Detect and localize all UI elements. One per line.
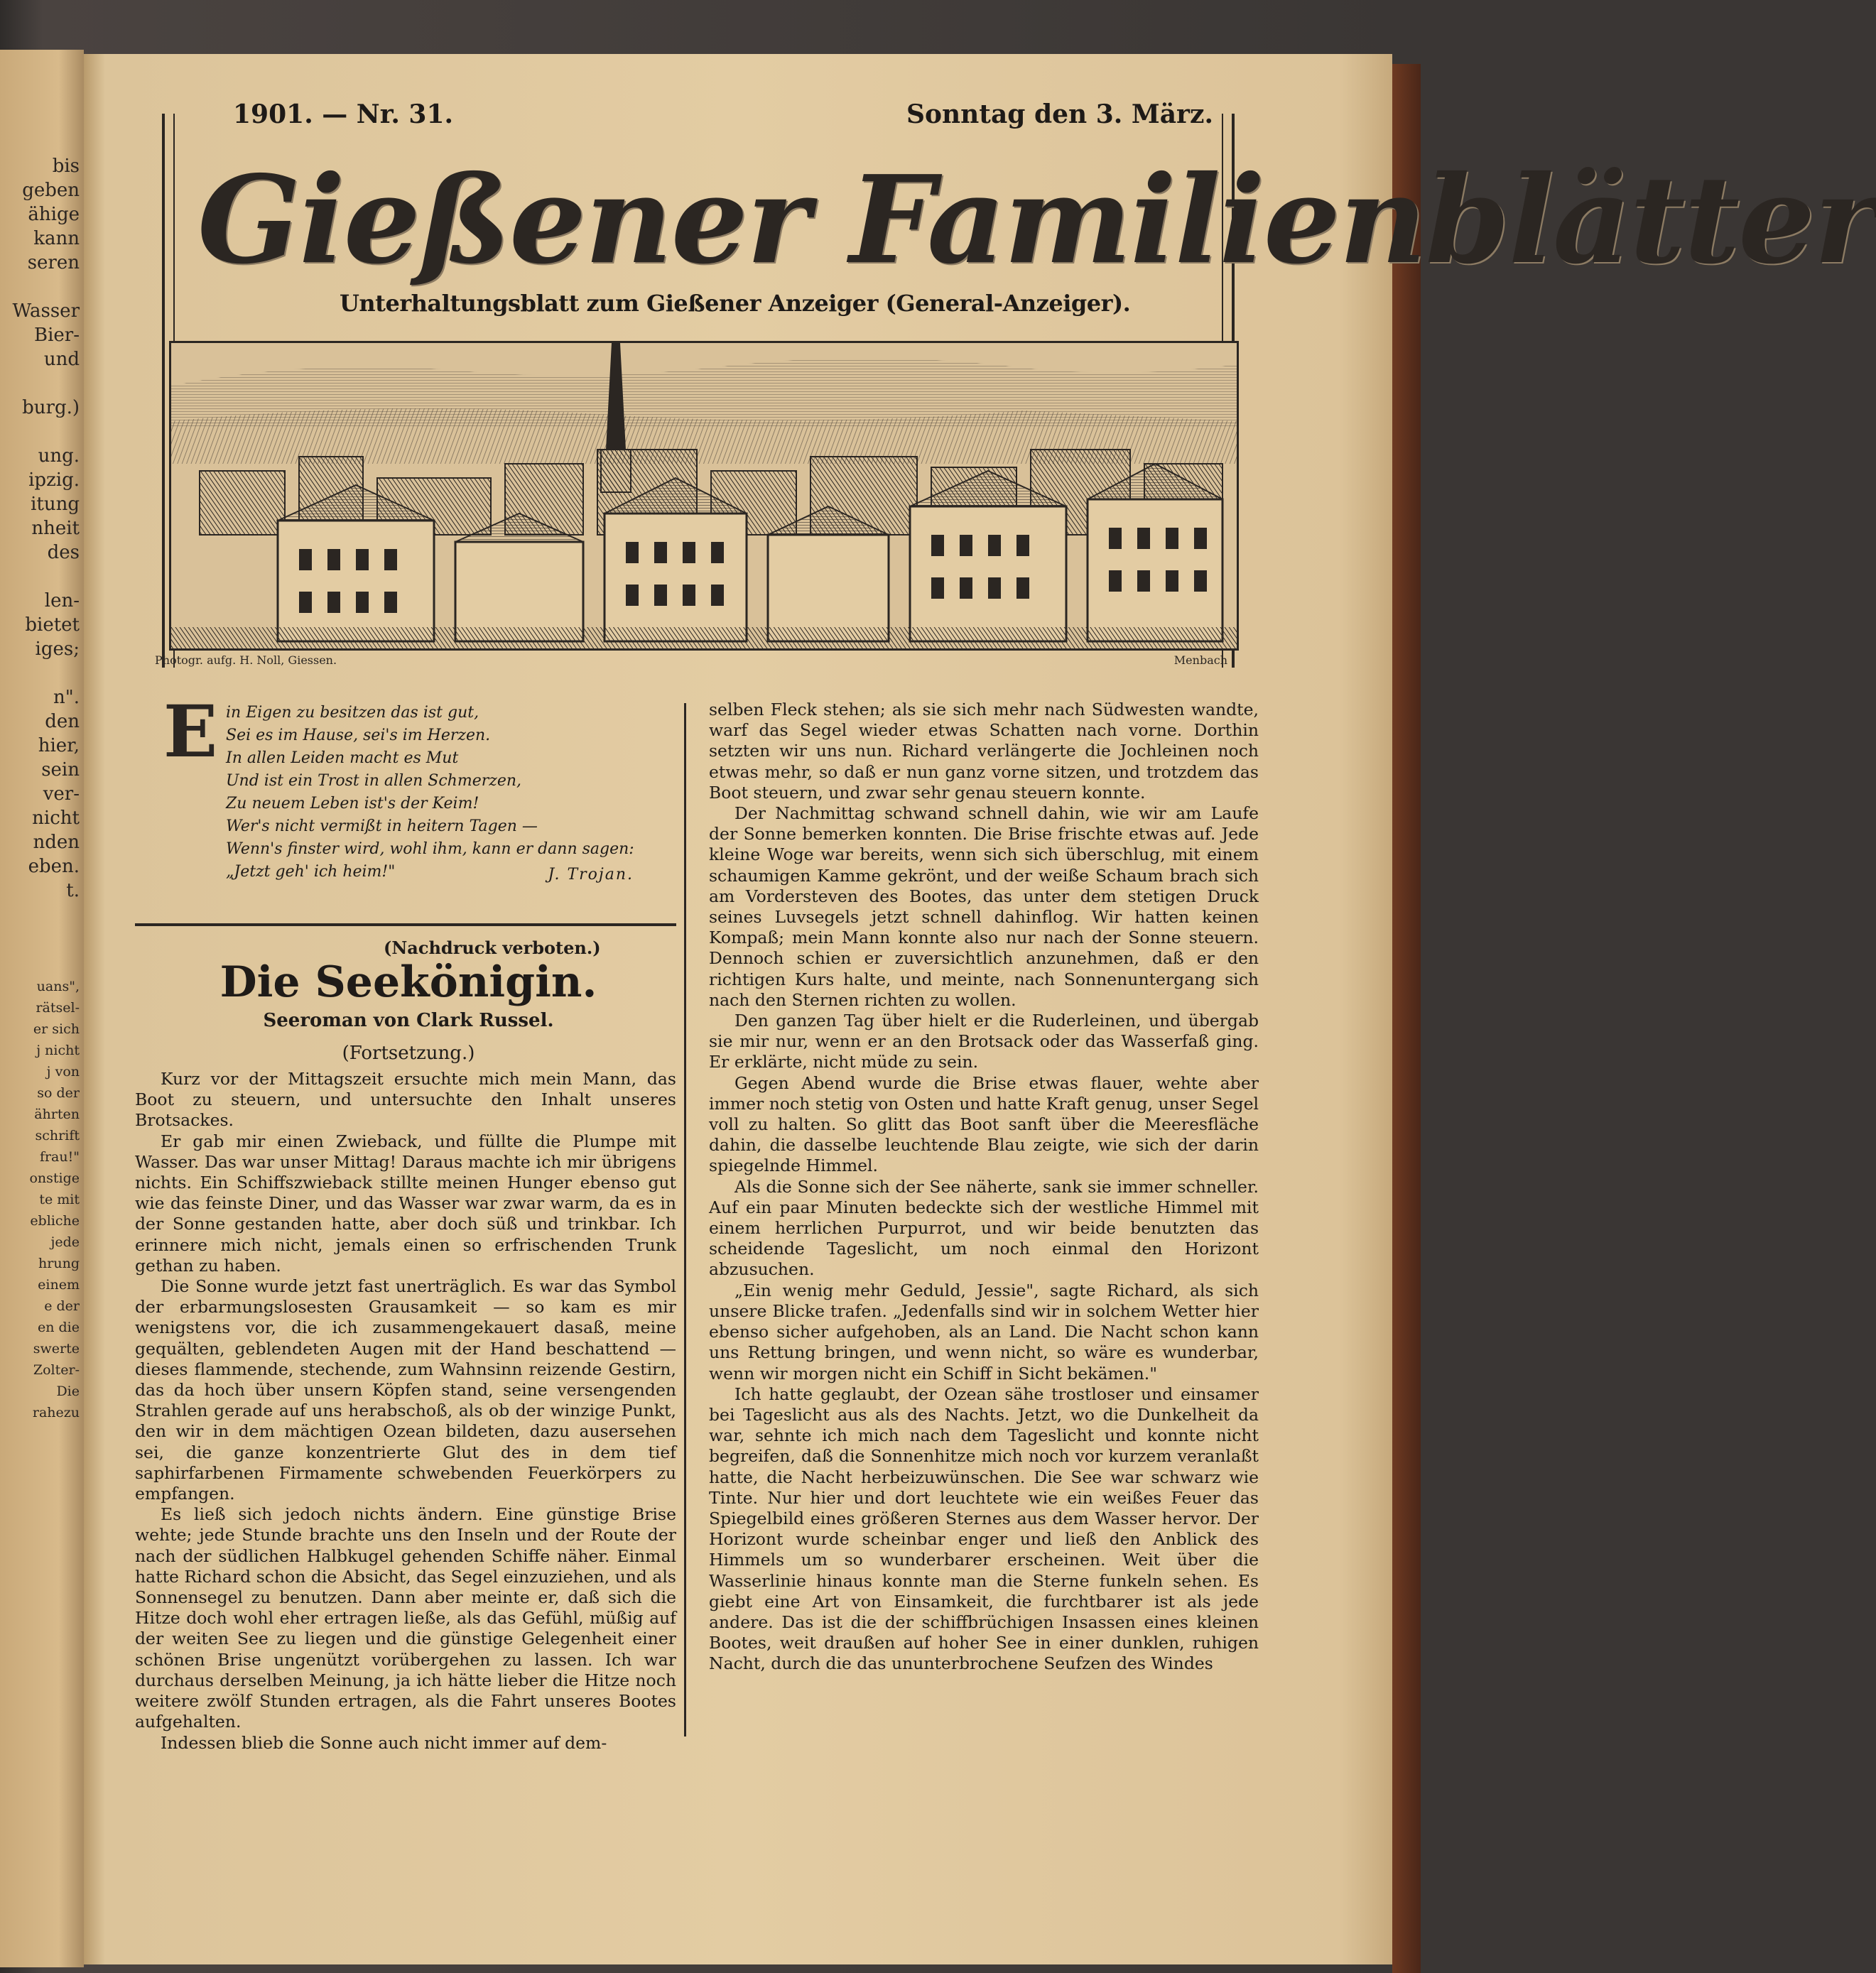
- left-page-fragment: Die: [56, 1384, 80, 1399]
- article-column-1: [135, 1069, 676, 1754]
- continuation-note: (Fortsetzung.): [342, 1043, 475, 1064]
- left-page-fragment: j von: [46, 1064, 80, 1080]
- left-page-fragment: rahezu: [32, 1405, 80, 1420]
- masthead: [148, 99, 1876, 667]
- left-page-fragment: nden: [33, 832, 80, 853]
- left-page-fragment: Bier-: [33, 325, 80, 346]
- article-paragraph: Die Sonne wurde jetzt fast unerträglich. Es war das Symbol der erbarmungslosesten Grausamkeit — so kam es mir wenigstens vor, die ich zusammengekauert dasaß, meine gequälten, geblendeten Augen mit der Hand beschattend — dieses flammende, stechende, zum Wahnsinn reizende Gestirn, das da hoch über unsern Köpfen stand, seine versengenden Strahlen gerade auf uns herabschoß, als ob der winzige Punkt, den wir in dem mächtigen Ozean bildeten, dazu ausersehen sei, die ganze konzentrierte Glut des in dem tief saphirfarbenen Firmamente schwebenden Feuerkörpers zu empfangen.: [135, 1276, 676, 1504]
- left-page-fragment: len-: [44, 590, 80, 612]
- poem: [163, 690, 646, 884]
- article-paragraph: Der Nachmittag schwand schnell dahin, wie wir am Laufe der Sonne bemerken konnten. Die Brise frischte etwas auf. Jede kleine Woge war bereits, wenn sich sich überschlug, mit einem schaumigen Kamme gekrönt, und der weiße Schaum brach sich am Vordersteven des Bootes, das unter dem stetigen Druck seines Luvsegels jetzt schnell dahinflog. Wir hatten keinen Kompaß; mein Mann konnte also nur nach der Sonne steuern. Dennoch schien er zuversichtlich anzunehmen, daß er den richtigen Kurs halte, und meinte, nach Sonnenuntergang sich nach den Sternen richten zu wollen.: [709, 803, 1259, 1010]
- issue-date: Sonntag den 3. März.: [906, 99, 1213, 129]
- article-paragraph: Indessen blieb die Sonne auch nicht immer auf dem-: [161, 1732, 607, 1753]
- poem-line: Zu neuem Leben ist's der Keim!: [226, 795, 479, 812]
- issue-number: 1901. — Nr. 31.: [233, 99, 454, 129]
- poem-line: In allen Leiden macht es Mut: [226, 749, 459, 767]
- left-page-fragment: nicht: [32, 808, 80, 829]
- article-paragraph: Kurz vor der Mittagszeit ersuchte mich mein Mann, das Boot zu steuern, und untersuchte den Inhalt unseres Brotsackes.: [135, 1069, 676, 1131]
- left-page-fragment: den: [45, 711, 80, 732]
- left-page-fragment: nheit: [31, 518, 80, 539]
- left-page-fragment: so der: [37, 1085, 80, 1101]
- poem-line: Wenn's finster wird, wohl ihm, kann er dann sagen:: [226, 840, 634, 858]
- newspaper-subtitle: Unterhaltungsblatt zum Gießener Anzeiger (General-Anzeiger).: [340, 290, 1131, 317]
- article-column-2: [709, 700, 1259, 1675]
- poem-line: „Jetzt geh' ich heim!": [226, 863, 396, 881]
- left-page-fragment: rätsel-: [36, 1000, 80, 1016]
- column-divider: [684, 703, 686, 1736]
- left-page-fragment: Wasser: [12, 300, 80, 322]
- left-page-fragment: e der: [44, 1298, 80, 1314]
- article-paragraph: Als die Sonne sich der See näherte, sank sie immer schneller. Auf ein paar Minuten bedeckte sich der westliche Himmel mit einem herrlichen Purpurrot, und wir beide benutzten das scheidende Tageslicht, um noch einmal den Horizont abzusuchen.: [709, 1176, 1259, 1280]
- left-page-fragment: uans",: [36, 979, 80, 994]
- left-page-fragment: ebliche: [30, 1213, 80, 1229]
- poem-line: Sei es im Hause, sei's im Herzen.: [226, 727, 491, 744]
- article-title: Die Seekönigin.: [219, 957, 597, 1007]
- left-page-fragment: te mit: [39, 1192, 80, 1207]
- left-page-fragment: er sich: [33, 1021, 80, 1037]
- left-page-fragment: ipzig.: [28, 469, 80, 491]
- left-page-fragment: bis: [52, 156, 80, 177]
- left-page-fragment: eben.: [28, 856, 80, 877]
- left-page-fragment: hrung: [38, 1256, 80, 1271]
- left-page-fragment: kann: [33, 228, 80, 249]
- left-page-fragment: hier,: [38, 735, 80, 756]
- left-page-fragment: jede: [50, 1234, 80, 1250]
- article-paragraph: selben Fleck stehen; als sie sich mehr nach Südwesten wandte, warf das Segel wieder etwas Schatten nach vorne. Dorthin setzten wir uns nun. Richard verlängerte die Jochleinen noch etwas mehr, so daß er nun ganz vorne sitzen, und trotzdem das Boot steuern, und zwar sehr genau steuern konnte.: [709, 700, 1259, 803]
- newspaper-title: Gießener Familienblätter: [197, 149, 1876, 291]
- left-page-fragment: bietet: [25, 614, 80, 636]
- left-page-fragment: ährten: [34, 1107, 80, 1122]
- article-paragraph: Den ganzen Tag über hielt er die Ruderleinen, und übergab sie mir nur, wenn er an den Brotsack oder das Wasserfaß ging. Er erklärte, nicht müde zu sein.: [709, 1011, 1259, 1072]
- left-page-fragment: j nicht: [36, 1043, 80, 1058]
- photo-credit: Photogr. aufg. H. Noll, Giessen.: [155, 653, 337, 667]
- left-page-fragment: burg.): [22, 397, 80, 418]
- left-page-edge: [0, 50, 84, 1967]
- left-page-fragment: sein: [41, 759, 80, 781]
- left-page-fragment: onstige: [29, 1170, 80, 1186]
- poem-initial-letter: E: [163, 690, 218, 773]
- left-page-fragment: seren: [27, 252, 80, 273]
- article-subtitle: Seeroman von Clark Russel.: [263, 1010, 554, 1031]
- poem-line: Und ist ein Trost in allen Schmerzen,: [226, 772, 522, 790]
- left-page-fragment: frau!": [39, 1149, 80, 1165]
- article-paragraph: Es ließ sich jedoch nichts ändern. Eine günstige Brise wehte; jede Stunde brachte uns den Inseln und der Route der nach der südlichen Halbkugel gehenden Schiffe näher. Einmal hatte Richard schon die Absicht, das Segel einzuziehen, und als Sonnensegel zu benutzen. Dann aber meinte er, daß sich die Hitze doch wohl eher ertragen ließe, als das Gefühl, müßig auf der weiten See zu liegen und die günstige Gelegenheit einer schönen Brise ungenützt vorübergehen zu lassen. Ich war durchaus derselben Meinung, ja ich hätte lieber die Hitze noch weitere zwölf Stunden ertragen, als die Fahrt unseres Bootes aufgehalten.: [135, 1504, 676, 1732]
- poem-author: J. Trojan.: [548, 866, 634, 884]
- article-paragraph: Ich hatte geglaubt, der Ozean sähe trostloser und einsamer bei Tageslicht aus als des Nachts. Jetzt, wo die Dunkelheit da war, sehnte ich mich nach dem Tageslicht und konnte nicht begreifen, daß die Sonnenhitze mich noch vor kurzem veranlaßt hatte, die Nacht herbeizuwünschen. Die See war schwarz wie Tinte. Nur hier und dort leuchtete wie ein weißes Feuer das Spiegelbild eines größeren Sternes aus dem Wasser hervor. Der Horizont wurde scheinbar enger und ließ den Anblick des Himmels um so wunderbarer erscheinen. Weit über die Wasserlinie hinaus konnte man die Sterne funkeln sehen. Es giebt eine Art von Einsamkeit, die furchtbarer ist als jede andere. Das ist die der schiffbrüchigen Insassen eines kleinen Bootes, weit draußen auf hoher See in einer dunklen, ruhigen Nacht, durch die das ununterbrochene Seufzen des Windes: [709, 1384, 1259, 1674]
- city-engraving-illustration: [169, 341, 1239, 651]
- left-page-fragment: ver-: [43, 783, 80, 805]
- left-page-fragment: iges;: [35, 638, 80, 660]
- left-page-fragment: ähige: [28, 204, 80, 225]
- book-spine: [1392, 64, 1421, 1973]
- engraver-credit: Menbach: [1173, 653, 1227, 667]
- reprint-notice: (Nachdruck verboten.): [384, 937, 601, 958]
- article-paragraph: Er gab mir einen Zwieback, und füllte die Plumpe mit Wasser. Das war unser Mittag! Daraus machte ich mir übrigens nichts. Ein Schiffszwieback stillte meinen Hunger ebenso gut wie das feinste Diner, und das Wasser war zwar warm, da es in der Sonne gestanden hatte, aber doch süß und trinkbar. Ich erinnere mich nicht, jemals einen so erfrischenden Trunk gethan zu haben.: [135, 1131, 676, 1276]
- left-page-fragment: t.: [66, 880, 80, 901]
- section-rule: [135, 923, 676, 926]
- left-page-fragment: n".: [53, 687, 80, 708]
- article-paragraph: Gegen Abend wurde die Brise etwas flauer, wehte aber immer noch stetig von Osten und hatte Kraft genug, unser Segel voll zu halten. So glitt das Boot sanft über die Meeresfläche dahin, die dasselbe leuchtende Blau zeigte, wie sich der darin spiegelnde Himmel.: [709, 1072, 1259, 1176]
- poem-line: Wer's nicht vermißt in heitern Tagen —: [226, 817, 538, 835]
- poem-line: in Eigen zu besitzen das ist gut,: [226, 704, 479, 722]
- left-page-fragment: en die: [37, 1320, 80, 1335]
- left-page-fragment: swerte: [33, 1341, 80, 1357]
- left-page-fragment: geben: [22, 180, 80, 201]
- left-page-fragment: schrift: [35, 1128, 80, 1143]
- article-paragraph: „Ein wenig mehr Geduld, Jessie", sagte Richard, als sich unsere Blicke trafen. „Jedenfalls sind wir in solchem Wetter hier ebenso sicher aufgehoben, als an Land. Die Nacht schon kann uns Rettung bringen, und wenn nicht, so wäre es wunderbar, wenn wir morgen nicht ein Schiff in Sicht bekämen.": [709, 1280, 1259, 1384]
- left-page-fragment: des: [47, 542, 80, 563]
- left-page-fragment: einem: [38, 1277, 80, 1293]
- left-page-fragment: itung: [31, 494, 80, 515]
- left-page-fragment: ung.: [38, 445, 80, 467]
- left-page-fragment: Zolter-: [33, 1362, 80, 1378]
- left-page-fragment: und: [43, 349, 80, 370]
